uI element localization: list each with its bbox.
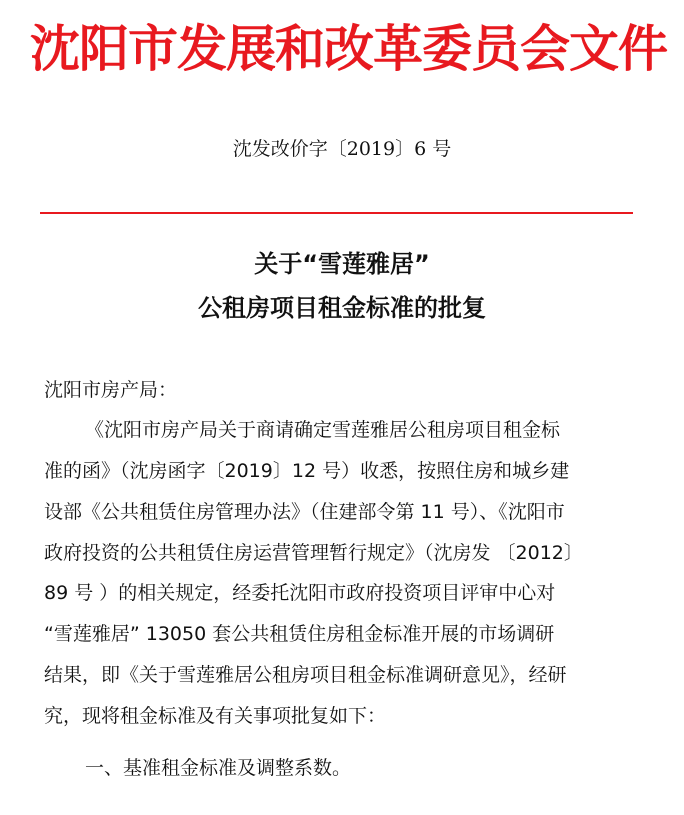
body-line: “雪莲雅居” 13050 套公共租赁住房租金标准开展的市场调研	[44, 623, 555, 645]
red-separator-line	[40, 212, 633, 214]
salutation: 沈阳市房产局：	[44, 379, 178, 401]
document-title-line-1: 关于“雪莲雅居”	[254, 250, 430, 278]
document-title-line-2: 公租房项目租金标准的批复	[198, 294, 486, 322]
body-line: 究，现将租金标准及有关事项批复如下：	[44, 705, 387, 727]
document-number: 沈发改价字〔2019〕6 号	[232, 138, 452, 160]
body-line: 结果，即《关于雪莲雅居公租房项目租金标准调研意见》，经研	[44, 664, 567, 686]
body-line: 政府投资的公共租赁住房运营管理暂行规定》（沈房发 〔2012〕	[44, 542, 583, 564]
body-line: 《沈阳市房产局关于商请确定雪莲雅居公租房项目租金标	[85, 419, 561, 441]
issuing-authority-header: 沈阳市发展和改革委员会文件	[30, 19, 667, 78]
body-line: 设部《公共租赁住房管理办法》（住建部令第 11 号）、《沈阳市	[44, 501, 565, 523]
section-heading-item-1: 一、基准租金标准及调整系数。	[85, 757, 352, 779]
body-line: 89 号 ）的相关规定，经委托沈阳市政府投资项目评审中心对	[44, 582, 556, 604]
body-line: 准的函》（沈房函字〔2019〕12 号）收悉，按照住房和城乡建	[44, 460, 570, 482]
